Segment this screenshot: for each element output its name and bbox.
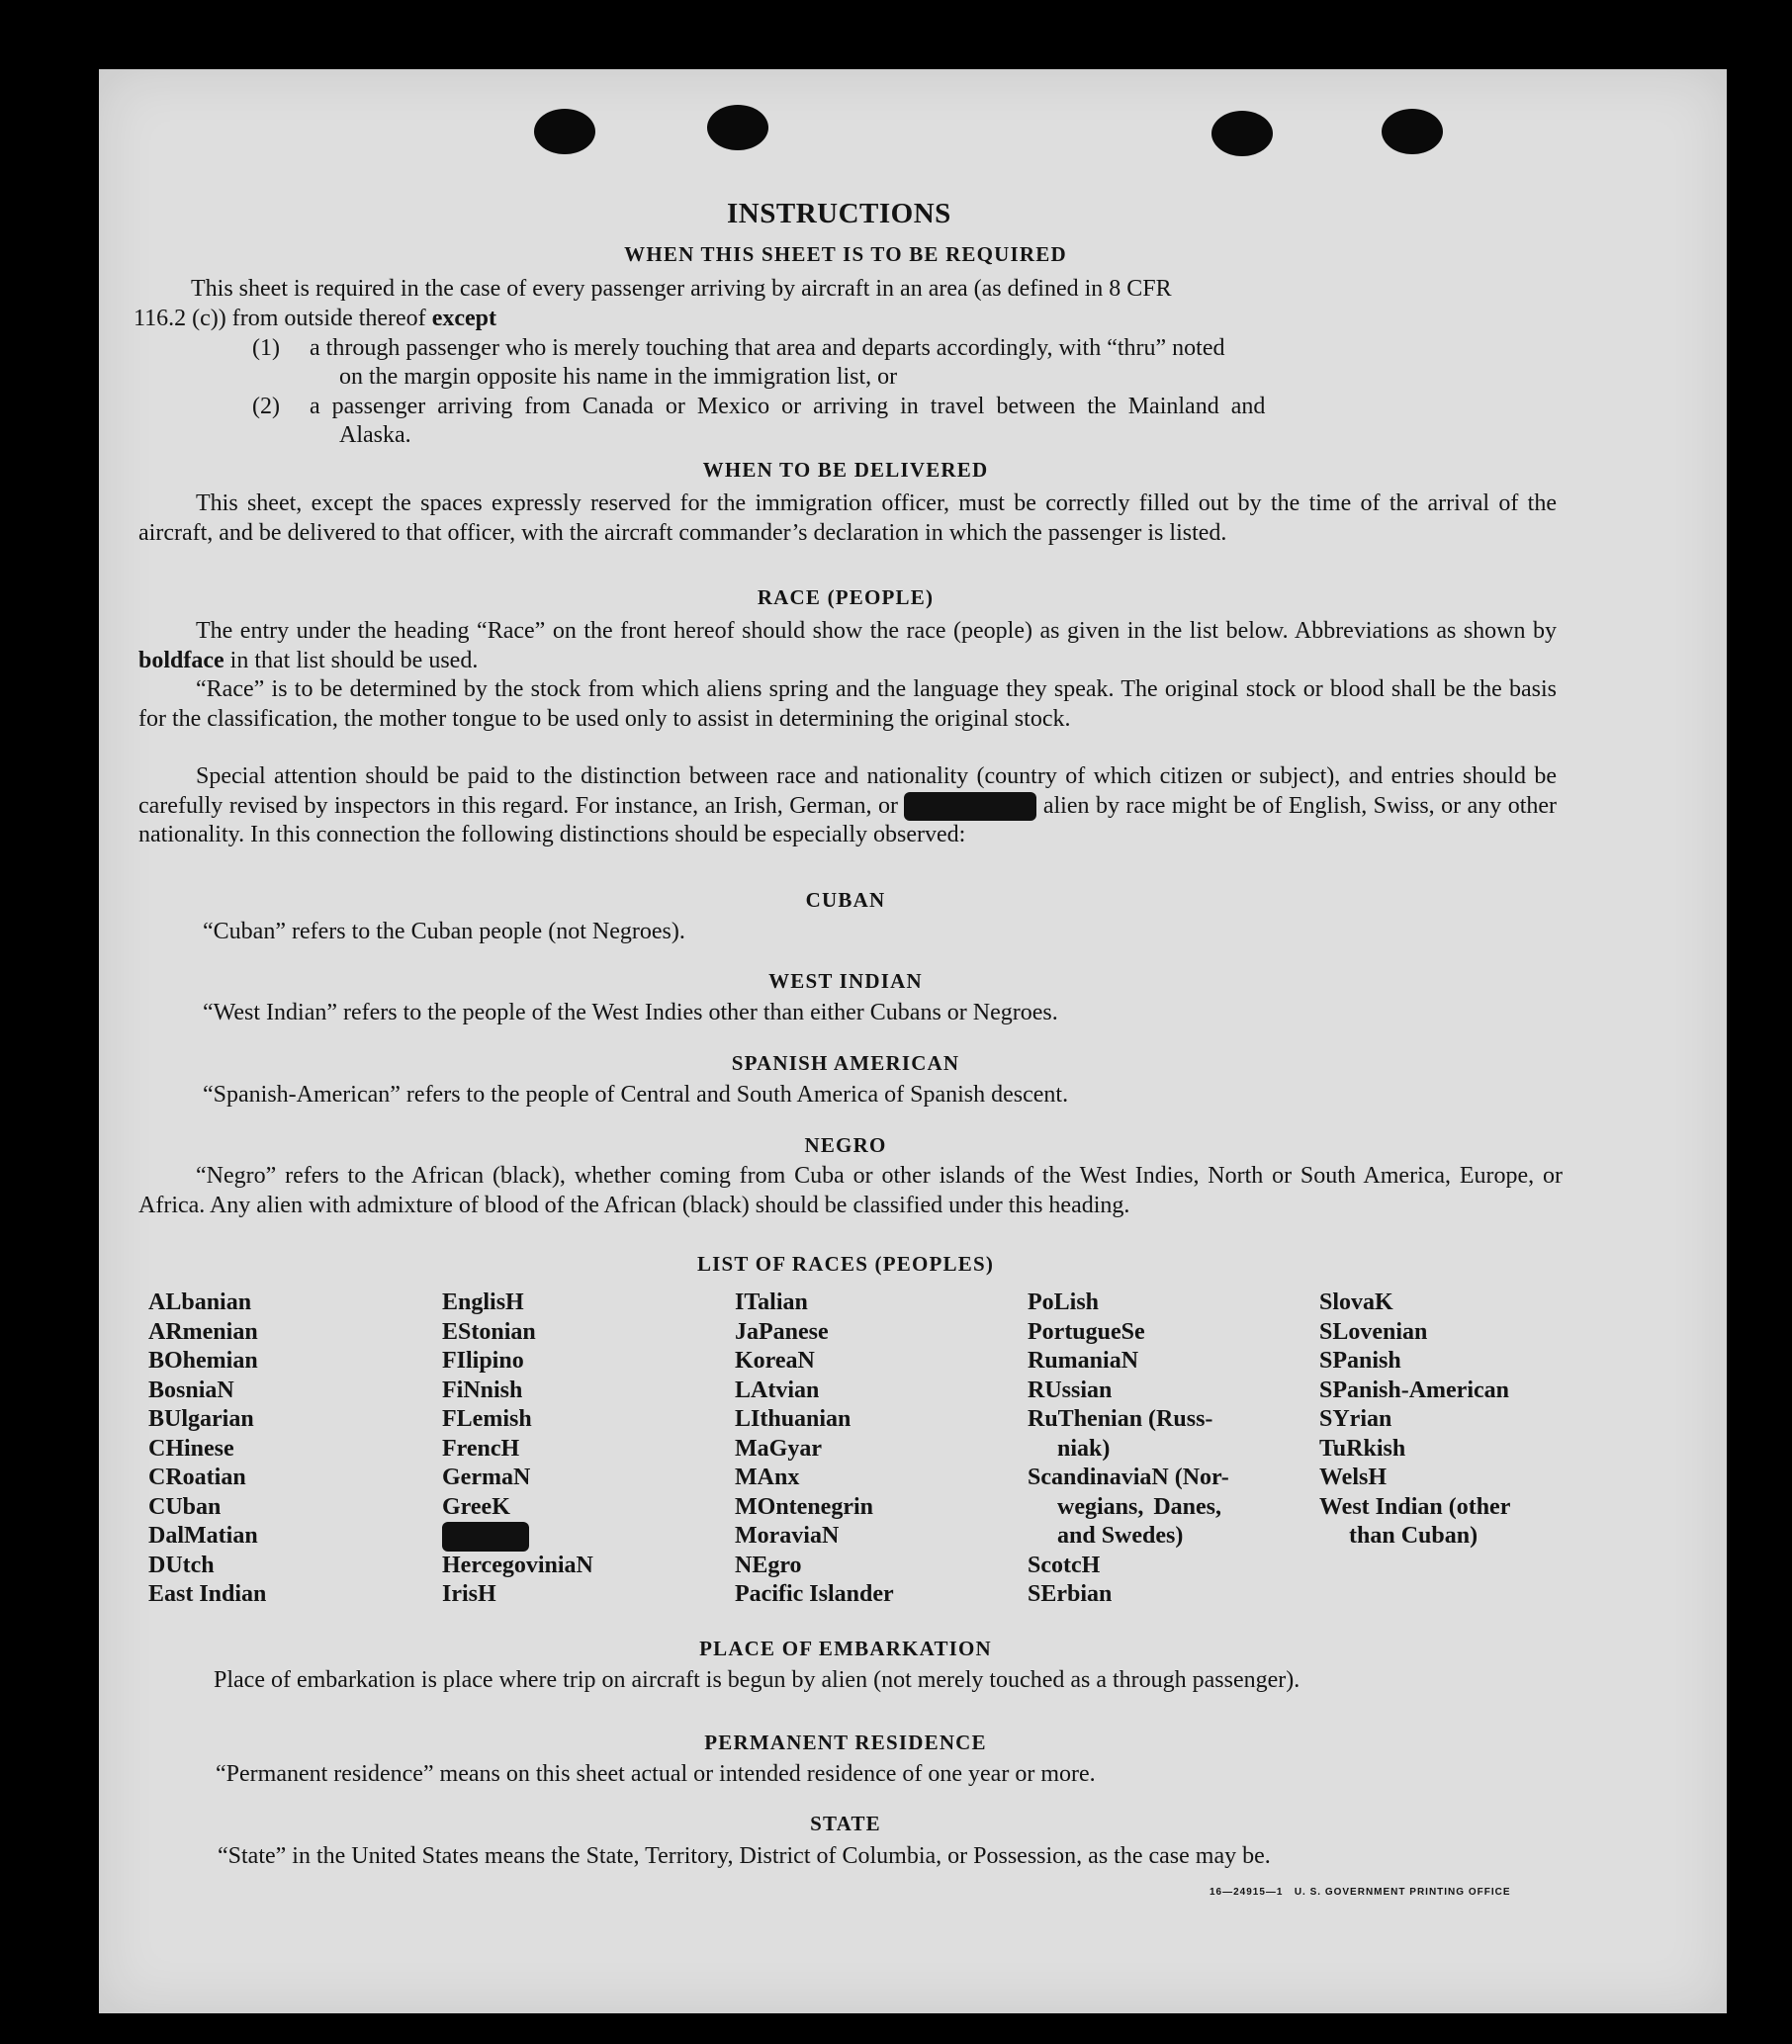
- race-item: West Indian (other: [1319, 1493, 1511, 1520]
- race-item: IrisH: [442, 1581, 496, 1607]
- struck-race: [442, 1522, 529, 1552]
- race-item: ALbanian: [148, 1289, 252, 1315]
- required-item1-line1: a through passenger who is merely touching that area and departs accordingly, with “thru” noted: [310, 335, 1225, 361]
- race-item: RumaniaN: [1028, 1348, 1139, 1374]
- punch-hole-4: [1382, 109, 1443, 154]
- race-item: JaPanese: [735, 1318, 829, 1345]
- state-text: “State” in the United States means the State, Territory, District of Columbia, or Possession, as the case may be.: [218, 1843, 1271, 1869]
- race-item: CUban: [148, 1493, 222, 1520]
- race-item: SPanish-American: [1319, 1377, 1509, 1403]
- race-item: BosniaN: [148, 1377, 234, 1403]
- races-column-5: [1319, 1289, 1510, 1552]
- race-item: WelsH: [1319, 1465, 1388, 1490]
- race-item: BUlgarian: [148, 1406, 254, 1432]
- race-item: GreeK: [442, 1493, 510, 1520]
- race-item: MaGyar: [735, 1435, 822, 1462]
- residence-text: “Permanent residence” means on this sheet actual or intended residence of one year or more.: [216, 1761, 1096, 1787]
- required-intro-line1: This sheet is required in the case of every passenger arriving by aircraft in an area (as defined in 8 CFR: [191, 276, 1172, 302]
- race-item: EnglisH: [442, 1289, 524, 1315]
- race-paragraph-3: [138, 762, 1557, 850]
- race-item: PoLish: [1028, 1289, 1100, 1315]
- required-item1-number: (1): [252, 335, 280, 361]
- race-item: KoreaN: [735, 1348, 815, 1374]
- race-item: EStonian: [442, 1318, 536, 1345]
- race-item: FrencH: [442, 1435, 520, 1462]
- negro-text: “Negro” refers to the African (black), whether coming from Cuba or other islands of the West Indies, North or South America, Europe, or Africa. Any alien with admixture of blood of the African (black) should be classified under this heading.: [138, 1163, 1563, 1218]
- race-item: than Cuban): [1349, 1523, 1478, 1549]
- race-item: NEgro: [735, 1552, 802, 1578]
- race-item: wegians, Danes,: [1057, 1493, 1222, 1520]
- race-item: ScandinaviaN (Nor-: [1028, 1465, 1229, 1490]
- race-p3-b: alien by race might be of English, Swiss, or any other nationality. In this connection the following distinctions should be especially observed:: [138, 792, 1558, 847]
- heading-state: STATE: [810, 1812, 881, 1835]
- heading-races-list: LIST OF RACES (PEOPLES): [696, 1252, 995, 1276]
- required-item1-line2: on the margin opposite his name in the immigration list, or: [339, 364, 898, 390]
- delivered-text: This sheet, except the spaces expressly reserved for the immigration officer, must be correctly filled out by the time of the arrival of the aircraft, and be delivered to that officer, with the aircraft commander’s declaration in which the passenger is listed.: [138, 490, 1557, 546]
- punch-hole-2: [707, 105, 768, 150]
- race-item: SLovenian: [1319, 1318, 1428, 1345]
- race-item: HercegoviniaN: [442, 1552, 593, 1578]
- heading-embarkation: PLACE OF EMBARKATION: [699, 1637, 992, 1660]
- race-item: East Indian: [148, 1581, 267, 1607]
- races-column-2: [442, 1289, 593, 1610]
- heading-west-indian: WEST INDIAN: [768, 969, 923, 993]
- race-item: FIlipino: [442, 1348, 524, 1374]
- race-item: MAnx: [735, 1465, 800, 1490]
- races-column-1: [148, 1289, 266, 1610]
- race-item: BOhemian: [148, 1348, 258, 1374]
- heading-race: RACE (PEOPLE): [757, 585, 935, 609]
- race-item: CRoatian: [148, 1465, 246, 1490]
- punch-hole-3: [1211, 111, 1273, 156]
- page-title: INSTRUCTIONS: [727, 198, 951, 229]
- race-item: and Swedes): [1057, 1523, 1184, 1549]
- race-p1-b: in that list should be used.: [229, 647, 479, 673]
- punch-hole-1: [534, 109, 595, 154]
- embarkation-text: Place of embarkation is place where trip on aircraft is begun by alien (not merely touched as a through passenger).: [214, 1667, 1300, 1693]
- race-item: SYrian: [1319, 1406, 1392, 1432]
- race-item: niak): [1057, 1435, 1111, 1462]
- required-intro-text: 116.2 (c)) from outside thereof: [134, 306, 426, 331]
- cuban-text: “Cuban” refers to the Cuban people (not Negroes).: [203, 919, 685, 944]
- race-paragraph-2: “Race” is to be determined by the stock from which aliens spring and the language they speak. The original stock or blood shall be the basis for the classification, the mother tongue to be used only to assist in determining the original stock.: [138, 676, 1557, 732]
- race-item: LIthuanian: [735, 1406, 851, 1432]
- race-p1-bold: boldface: [138, 647, 224, 673]
- race-item: RuThenian (Russ-: [1028, 1406, 1213, 1432]
- heading-spanish-american: SPANISH AMERICAN: [731, 1051, 960, 1075]
- races-column-4: [1028, 1289, 1229, 1610]
- race-item: SlovaK: [1319, 1289, 1393, 1315]
- heading-required: WHEN THIS SHEET IS TO BE REQUIRED: [624, 242, 1067, 266]
- race-item: DUtch: [148, 1552, 215, 1578]
- race-item: CHinese: [148, 1435, 234, 1462]
- race-item: MOntenegrin: [735, 1493, 873, 1520]
- spanish-american-text: “Spanish-American” refers to the people of Central and South America of Spanish descent.: [203, 1082, 1069, 1108]
- struck-word: [904, 792, 1036, 822]
- race-item-struck: [442, 1522, 593, 1552]
- document-sheet: [99, 69, 1727, 2013]
- required-item2-line1: a passenger arriving from Canada or Mexico or arriving in travel between the Mainland and: [310, 394, 1266, 419]
- required-intro-line2: [134, 305, 496, 334]
- required-except: except: [431, 306, 496, 331]
- race-item: ITalian: [735, 1289, 808, 1315]
- heading-residence: PERMANENT RESIDENCE: [704, 1731, 987, 1754]
- heading-negro: NEGRO: [804, 1133, 887, 1157]
- printer-imprint: 16—24915—1 U. S. GOVERNMENT PRINTING OFFICE: [1210, 1887, 1511, 1898]
- race-item: FLemish: [442, 1406, 532, 1432]
- race-item: SPanish: [1319, 1348, 1401, 1374]
- heading-cuban: CUBAN: [805, 888, 886, 912]
- race-item: PortugueSe: [1028, 1318, 1145, 1345]
- race-item: FiNnish: [442, 1377, 523, 1403]
- race-item: DalMatian: [148, 1523, 258, 1549]
- race-item: RUssian: [1028, 1377, 1113, 1403]
- race-p1-a: The entry under the heading “Race” on the front hereof should show the race (people) as given in the list below. Abbreviations as shown by: [196, 618, 1557, 644]
- race-item: GermaN: [442, 1465, 531, 1490]
- race-item: LAtvian: [735, 1377, 820, 1403]
- race-p3-a: Special attention should be paid to the distinction between race and nationality (country of which citizen or subject), and entries should be carefully revised by inspectors in this regard. For instance, an Irish, German, or: [138, 763, 1557, 819]
- heading-delivered: WHEN TO BE DELIVERED: [702, 458, 989, 482]
- required-item2-number: (2): [252, 394, 280, 419]
- required-item2-line2: Alaska.: [339, 422, 411, 448]
- race-item: MoraviaN: [735, 1523, 840, 1549]
- race-item: Pacific Islander: [735, 1581, 894, 1607]
- race-item: TuRkish: [1319, 1435, 1406, 1462]
- race-item: ARmenian: [148, 1318, 258, 1345]
- race-item: SErbian: [1028, 1581, 1113, 1607]
- races-column-3: [735, 1289, 894, 1610]
- west-indian-text: “West Indian” refers to the people of the West Indies other than either Cubans or Negroes.: [203, 1000, 1058, 1025]
- race-item: ScotcH: [1028, 1552, 1101, 1578]
- race-paragraph-1: [138, 617, 1557, 675]
